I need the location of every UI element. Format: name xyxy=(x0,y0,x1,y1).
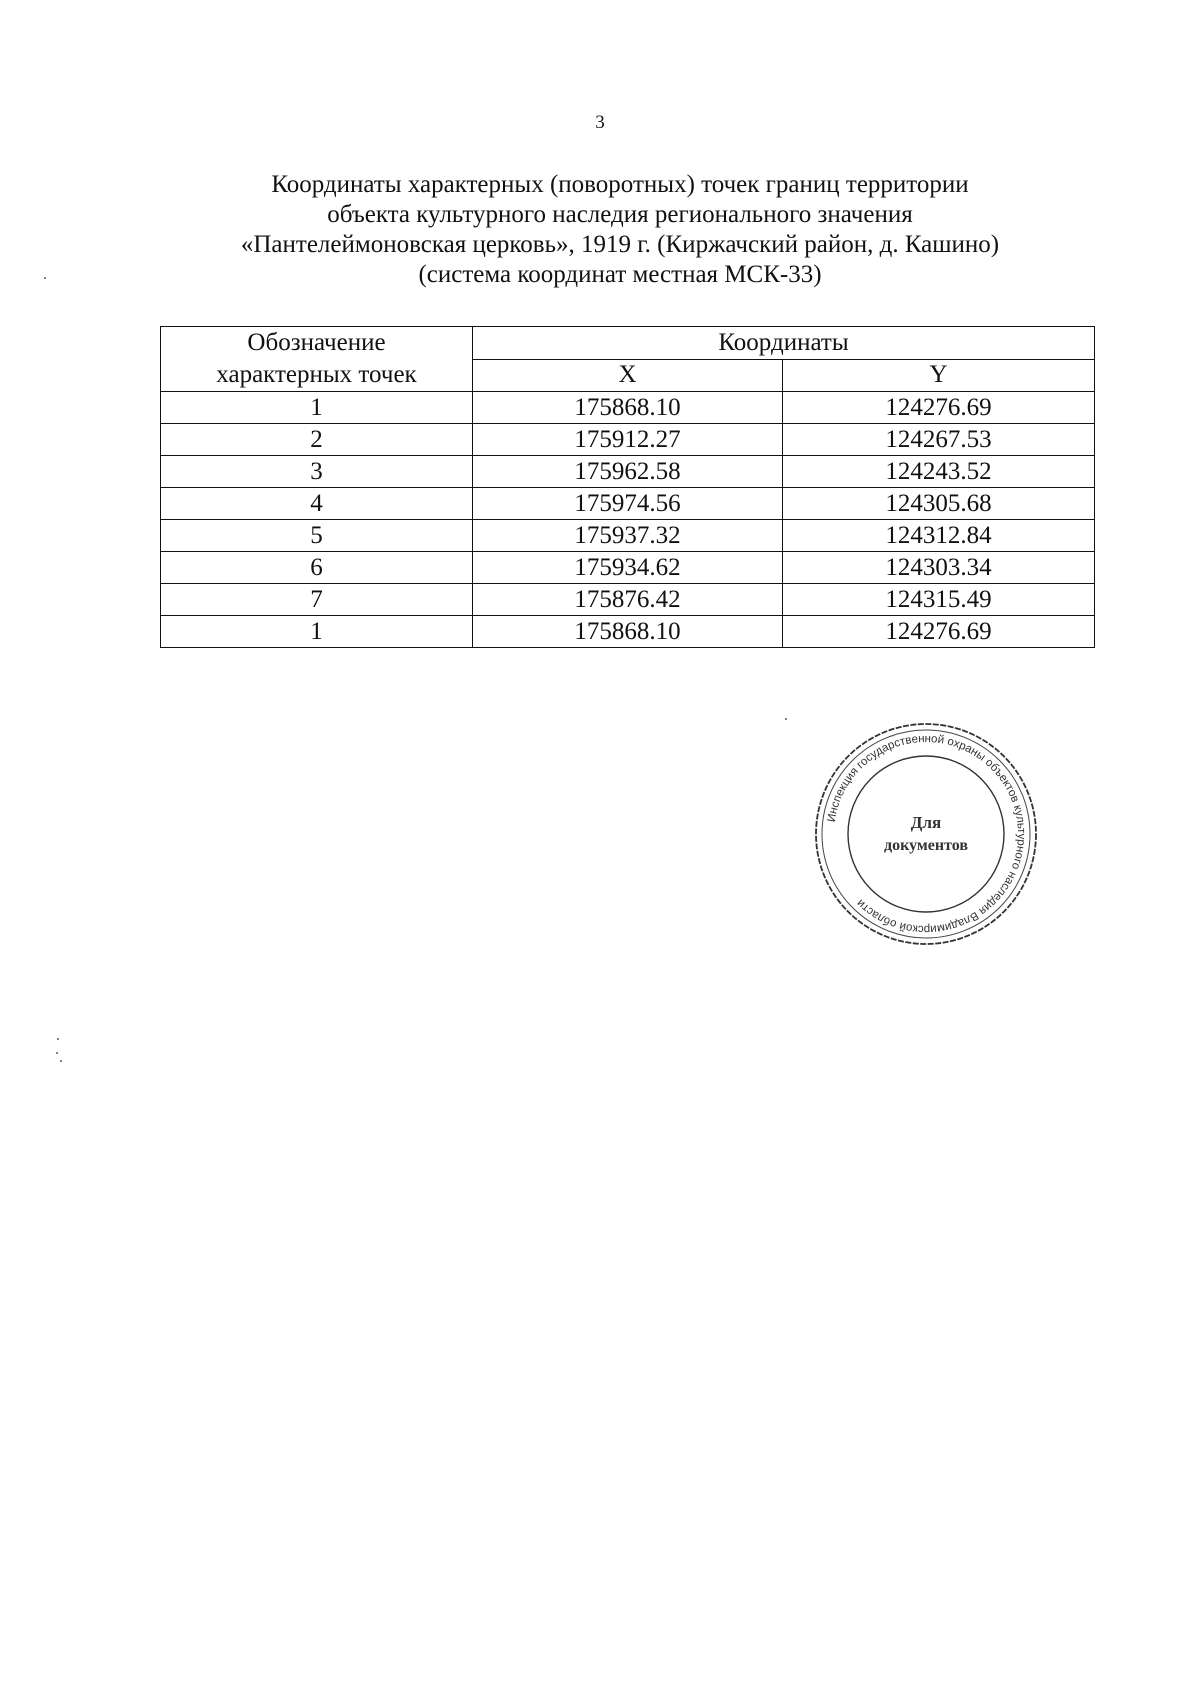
cell-point: 7 xyxy=(161,584,473,616)
cell-x: 175974.56 xyxy=(473,488,783,520)
table-row xyxy=(161,616,1095,648)
title-line-3: «Пантелеймоновская церковь», 1919 г. (Киржачский район, д. Кашино) xyxy=(240,231,1000,258)
scan-speck xyxy=(57,1038,59,1040)
cell-x: 175937.32 xyxy=(473,520,783,552)
table-row xyxy=(161,424,1095,456)
stamp-center-line-1: Для xyxy=(910,813,942,832)
coordinates-table xyxy=(160,326,1095,648)
scan-speck xyxy=(56,1052,58,1054)
header-y: Y xyxy=(783,359,1095,392)
cell-y: 124267.53 xyxy=(783,424,1095,456)
table-row xyxy=(161,392,1095,424)
header-x: X xyxy=(473,359,783,392)
official-stamp xyxy=(812,720,1040,948)
header-coordinates: Координаты xyxy=(473,327,1095,360)
cell-x: 175868.10 xyxy=(473,392,783,424)
cell-x: 175876.42 xyxy=(473,584,783,616)
cell-y: 124276.69 xyxy=(783,392,1095,424)
table-row xyxy=(161,488,1095,520)
stamp-center-line-2: документов xyxy=(884,837,968,854)
cell-point: 2 xyxy=(161,424,473,456)
cell-y: 124305.68 xyxy=(783,488,1095,520)
table-row xyxy=(161,552,1095,584)
cell-point: 6 xyxy=(161,552,473,584)
page-number: 3 xyxy=(595,112,605,133)
table-row xyxy=(161,584,1095,616)
title-line-1: Координаты характерных (поворотных) точек границ территории xyxy=(271,171,969,198)
scan-speck xyxy=(44,277,46,279)
cell-y: 124243.52 xyxy=(783,456,1095,488)
cell-y: 124312.84 xyxy=(783,520,1095,552)
table-row xyxy=(161,520,1095,552)
cell-y: 124276.69 xyxy=(783,616,1095,648)
table-row xyxy=(161,456,1095,488)
title-line-2: объекта культурного наследия регионального значения xyxy=(327,201,913,228)
cell-x: 175962.58 xyxy=(473,456,783,488)
cell-y: 124315.49 xyxy=(783,584,1095,616)
cell-y: 124303.34 xyxy=(783,552,1095,584)
title-line-4: (система координат местная МСК-33) xyxy=(418,261,822,288)
cell-point: 1 xyxy=(161,616,473,648)
header-point-designation: Обозначение характерных точек xyxy=(161,327,473,392)
cell-point: 4 xyxy=(161,488,473,520)
cell-x: 175868.10 xyxy=(473,616,783,648)
stamp-ring-text: Инспекция государственной охраны объектов культурного наследия Владимирской области xyxy=(825,732,1028,936)
scan-speck xyxy=(785,718,787,720)
cell-x: 175912.27 xyxy=(473,424,783,456)
scan-speck xyxy=(60,1060,62,1062)
cell-point: 1 xyxy=(161,392,473,424)
cell-point: 3 xyxy=(161,456,473,488)
cell-x: 175934.62 xyxy=(473,552,783,584)
document-title xyxy=(120,170,1120,290)
cell-point: 5 xyxy=(161,520,473,552)
